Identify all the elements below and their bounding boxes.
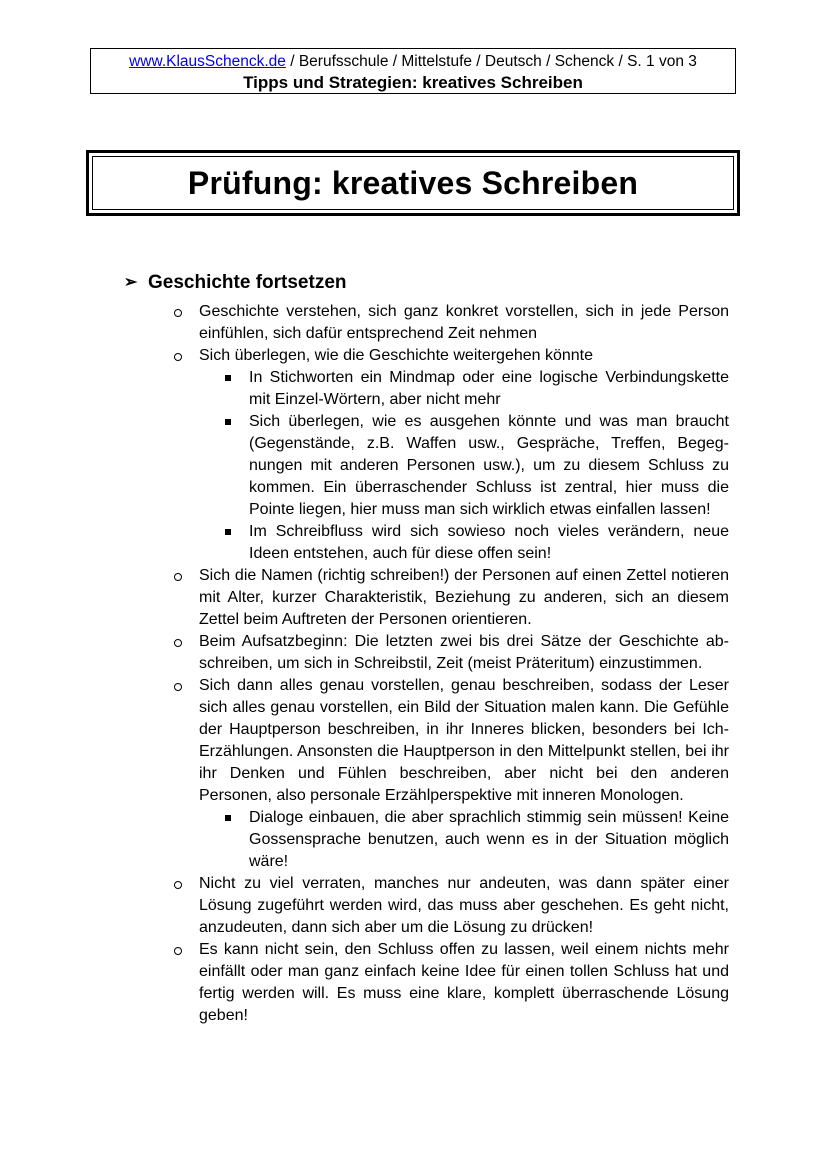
circle-bullet-icon xyxy=(174,309,182,317)
sub-list-item-text: Dialoge einbauen, die aber sprachlich stimmig sein müssen! Keine Gossensprache benutzen, auch wenn es in der Situation möglich wäre! xyxy=(249,809,729,870)
sub-list-item xyxy=(199,411,729,521)
square-bullet-icon xyxy=(225,375,231,381)
list-item-text: Sich die Namen (richtig schreiben!) der Personen auf einen Zettel notieren mit Alter, kurzer Charakteristik, Beziehung zu anderen, sich an diesem Zettel beim Auftreten der Personen orientieren. xyxy=(199,567,729,628)
sub-list-item xyxy=(199,807,729,873)
sub-list-item-text: In Stichworten ein Mindmap oder eine logische Verbindungskette mit Einzel-Wörtern, aber nicht mehr xyxy=(249,369,729,408)
list-item-text: Sich überlegen, wie die Geschichte weitergehen könnte xyxy=(199,347,594,364)
list-item-text: Es kann nicht sein, den Schluss offen zu lassen, weil einem nichts mehr einfällt oder man ganz einfach keine Idee für einen tollen Schluss hat und fertig werden will. Es muss eine klare, komplett überraschende Lösung geben! xyxy=(199,941,729,1024)
arrow-bullet-icon: ➢ xyxy=(124,274,138,291)
header-subtitle: Tipps und Strategien: kreatives Schreiben xyxy=(243,73,583,92)
list-item xyxy=(124,631,729,675)
circle-bullet-icon xyxy=(174,639,182,647)
sub-list-item xyxy=(199,367,729,411)
list-item xyxy=(124,873,729,939)
sub-list-item-text: Im Schreibfluss wird sich sowieso noch vieles verändern, neue Ideen entstehen, auch für diese offen sein! xyxy=(249,523,729,562)
circle-bullet-icon xyxy=(174,353,182,361)
section-heading xyxy=(124,270,744,296)
list-item-text: Geschichte verstehen, sich ganz konkret vorstellen, sich in jede Person einfühlen, sich dafür entsprechend Zeit nehmen xyxy=(199,303,729,342)
list-item xyxy=(124,345,729,565)
header-breadcrumb xyxy=(91,51,735,72)
circle-bullet-icon xyxy=(174,881,182,889)
list-item-text: Nicht zu viel verraten, manches nur andeuten, was dann später einer Lösung zugeführt werden wird, das muss aber geschehen. Es geht nicht, anzudeuten, dann sich aber um die Lösung zu drücken! xyxy=(199,875,729,936)
square-bullet-icon xyxy=(225,529,231,535)
section-heading-text: Geschichte fortsetzen xyxy=(148,272,347,293)
sub-list xyxy=(199,367,729,565)
breadcrumb-path: / Berufsschule / Mittelstufe / Deutsch / Schenck / S. 1 von 3 xyxy=(285,53,697,70)
page-header xyxy=(90,48,736,94)
circle-bullet-icon xyxy=(174,573,182,581)
list-item-text: Beim Aufsatzbeginn: Die letzten zwei bis drei Sätze der Geschichte abschreiben, um sich in Schreibstil, Zeit (meist Präteritum) einzustimmen. xyxy=(199,633,729,672)
list-item xyxy=(124,301,729,345)
list-item xyxy=(124,675,729,873)
list-item xyxy=(124,939,729,1027)
section-geschichte-fortsetzen xyxy=(124,270,744,1027)
square-bullet-icon xyxy=(225,419,231,425)
title-frame xyxy=(86,150,740,216)
page-title: Prüfung: kreatives Schreiben xyxy=(187,164,639,201)
main-list xyxy=(124,301,744,1027)
site-link[interactable]: www.KlausSchenck.de xyxy=(129,53,286,70)
sub-list-item-text: Sich überlegen, wie es ausgehen könnte und was man braucht (Gegenstände, z.B. Waffen usw., Gespräche, Treffen, Begegnungen mit anderen Personen usw.), um zu diesem Schluss zu kommen. Ein überraschender Schluss ist zentral, hier muss die Pointe liegen, hier muss man sich wirklich etwas einfallen lassen! xyxy=(249,413,729,518)
circle-bullet-icon xyxy=(174,683,182,691)
list-item-text: Sich dann alles genau vorstellen, genau beschreiben, sodass der Leser sich alles genau vorstellen, ein Bild der Situation malen kann. Die Gefühle der Hauptperson beschreiben, in ihr Inneres blicken, besonders bei Ich-Erzählungen. Ansonsten die Hauptperson in den Mittelpunkt stellen, bei ihr ihr Denken und Fühlen beschreiben, aber nicht bei den anderen Personen, also personale Erzählperspektive mit inneren Monologen. xyxy=(199,677,729,804)
list-item xyxy=(124,565,729,631)
square-bullet-icon xyxy=(225,815,231,821)
sub-list xyxy=(199,807,729,873)
circle-bullet-icon xyxy=(174,947,182,955)
title-inner-frame xyxy=(92,156,734,210)
sub-list-item xyxy=(199,521,729,565)
